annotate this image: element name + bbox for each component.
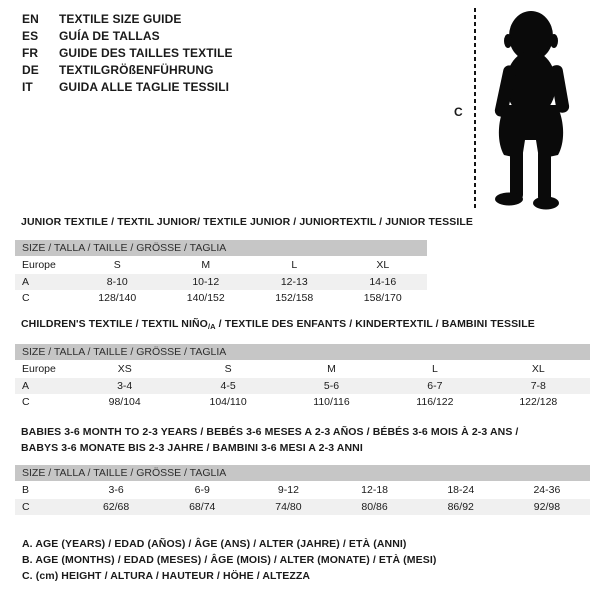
language-text: TEXTILGRÖßENFÜHRUNG	[59, 63, 214, 77]
section-title-subscript: /A	[207, 322, 216, 331]
size-cell: L	[291, 259, 298, 271]
size-cell: 74/80	[275, 501, 302, 513]
row-label: Europe	[22, 363, 56, 375]
size-cell: XL	[531, 363, 545, 375]
footnote-a: A. AGE (YEARS) / EDAD (AÑOS) / ÂGE (ANS) / ALTER (JAHRE) / ETÀ (ANNI)	[22, 538, 407, 550]
language-row	[22, 11, 233, 28]
language-text: GUIDE DES TAILLES TEXTILE	[59, 46, 233, 60]
size-cell: 4-5	[220, 380, 236, 392]
size-cell: XL	[376, 259, 390, 271]
row-label: C	[22, 292, 30, 304]
row-label: A	[22, 380, 30, 392]
section-junior-textile	[15, 216, 473, 306]
language-row	[22, 79, 233, 96]
size-figure	[448, 5, 590, 217]
size-cell: 12-13	[280, 276, 308, 288]
size-cell: 116/122	[416, 396, 454, 408]
size-cell: 62/68	[102, 501, 130, 513]
size-cell: 7-8	[530, 380, 546, 392]
language-code: FR	[22, 46, 39, 60]
size-cell: 3-6	[108, 484, 124, 496]
table-row	[15, 274, 427, 290]
section-babies-textile	[15, 424, 590, 515]
language-row	[22, 62, 233, 79]
size-cell: 86/92	[447, 501, 474, 513]
size-cell: 122/128	[519, 396, 558, 408]
size-cell: 68/74	[189, 501, 216, 513]
table-row	[15, 394, 590, 410]
section-title-line2: BABYS 3-6 MONATE BIS 2-3 JAHRE / BAMBINI 3-6 MESI A 2-3 ANNI	[21, 442, 363, 454]
section-title	[15, 424, 590, 456]
size-table	[15, 257, 427, 306]
size-cell: 98/104	[108, 396, 141, 408]
footnote-c: C. (cm) HEIGHT / ALTURA / HAUTEUR / HÖHE / ALTEZZA	[22, 570, 311, 582]
section-title-line1: BABIES 3-6 MONTH TO 2-3 YEARS / BEBÉS 3-6 MESES A 2-3 AÑOS / BÉBÉS 3-6 MOIS À 2-3 ANS /	[21, 426, 519, 438]
size-table	[15, 361, 590, 410]
size-cell: 8-10	[106, 276, 128, 288]
size-header-bar: SIZE / TALLA / TAILLE / GRÖSSE / TAGLIA	[15, 344, 590, 360]
size-cell: 9-12	[277, 484, 299, 496]
size-cell: XS	[117, 363, 132, 375]
row-label: B	[22, 484, 30, 496]
row-label: A	[22, 276, 30, 288]
language-text: GUÍA DE TALLAS	[59, 29, 160, 43]
size-cell: 5-6	[323, 380, 340, 392]
language-text: TEXTILE SIZE GUIDE	[59, 12, 182, 26]
row-label: C	[22, 396, 30, 408]
size-cell: 12-18	[361, 484, 388, 496]
section-title	[15, 318, 590, 333]
footnote-b: B. AGE (MONTHS) / EDAD (MESES) / ÂGE (MOIS) / ALTER (MONATE) / ETÀ (MESI)	[22, 554, 437, 566]
size-cell: 24-36	[533, 484, 561, 496]
size-header-bar: SIZE / TALLA / TAILLE / GRÖSSE / TAGLIA	[15, 465, 590, 481]
section-title-text: CHILDREN'S TEXTILE / TEXTIL NIÑO	[21, 318, 208, 330]
table-row	[15, 482, 590, 499]
size-cell: S	[224, 363, 232, 375]
size-cell: 14-16	[369, 276, 397, 288]
table-row	[15, 499, 590, 515]
table-row	[15, 257, 427, 274]
section-childrens-textile	[15, 318, 590, 410]
language-row	[22, 28, 233, 45]
size-cell: 104/110	[209, 396, 247, 408]
size-table	[15, 482, 590, 515]
language-code: DE	[22, 63, 39, 77]
size-cell: M	[201, 259, 211, 271]
size-cell: 92/98	[533, 501, 561, 513]
section-title-text: / TEXTILE DES ENFANTS / KINDERTEXTIL / BAMBINI TESSILE	[215, 318, 535, 330]
height-measure-label: C	[454, 105, 463, 119]
language-code: ES	[22, 29, 39, 43]
language-header	[22, 11, 233, 96]
size-cell: 3-4	[117, 380, 133, 392]
language-row	[22, 45, 233, 62]
size-cell: 128/140	[98, 292, 137, 304]
row-label: C	[22, 501, 30, 513]
size-cell: 18-24	[447, 484, 475, 496]
table-row	[15, 361, 590, 378]
language-text: GUIDA ALLE TAGLIE TESSILI	[59, 80, 230, 94]
size-cell: 152/158	[275, 292, 314, 304]
row-label: Europe	[22, 259, 56, 271]
language-code: IT	[22, 80, 33, 94]
size-cell: L	[431, 363, 438, 375]
size-cell: 140/152	[186, 292, 225, 304]
size-cell: 6-9	[194, 484, 210, 496]
table-row	[15, 290, 427, 306]
section-title: JUNIOR TEXTILE / TEXTIL JUNIOR/ TEXTILE JUNIOR / JUNIORTEXTIL / JUNIOR TESSILE	[21, 216, 473, 228]
size-cell: M	[327, 363, 336, 375]
baby-silhouette-icon	[485, 9, 581, 211]
size-cell: 6-7	[427, 380, 443, 392]
size-cell: 80/86	[361, 501, 388, 513]
size-cell: 10-12	[192, 276, 220, 288]
footnote-list	[22, 536, 436, 584]
size-cell: 158/170	[363, 292, 402, 304]
size-cell: S	[113, 259, 121, 271]
language-code: EN	[22, 12, 39, 26]
table-row	[15, 378, 590, 394]
height-dashed-line-icon	[474, 8, 476, 208]
size-header-bar: SIZE / TALLA / TAILLE / GRÖSSE / TAGLIA	[15, 240, 427, 256]
size-cell: 110/116	[313, 396, 350, 408]
